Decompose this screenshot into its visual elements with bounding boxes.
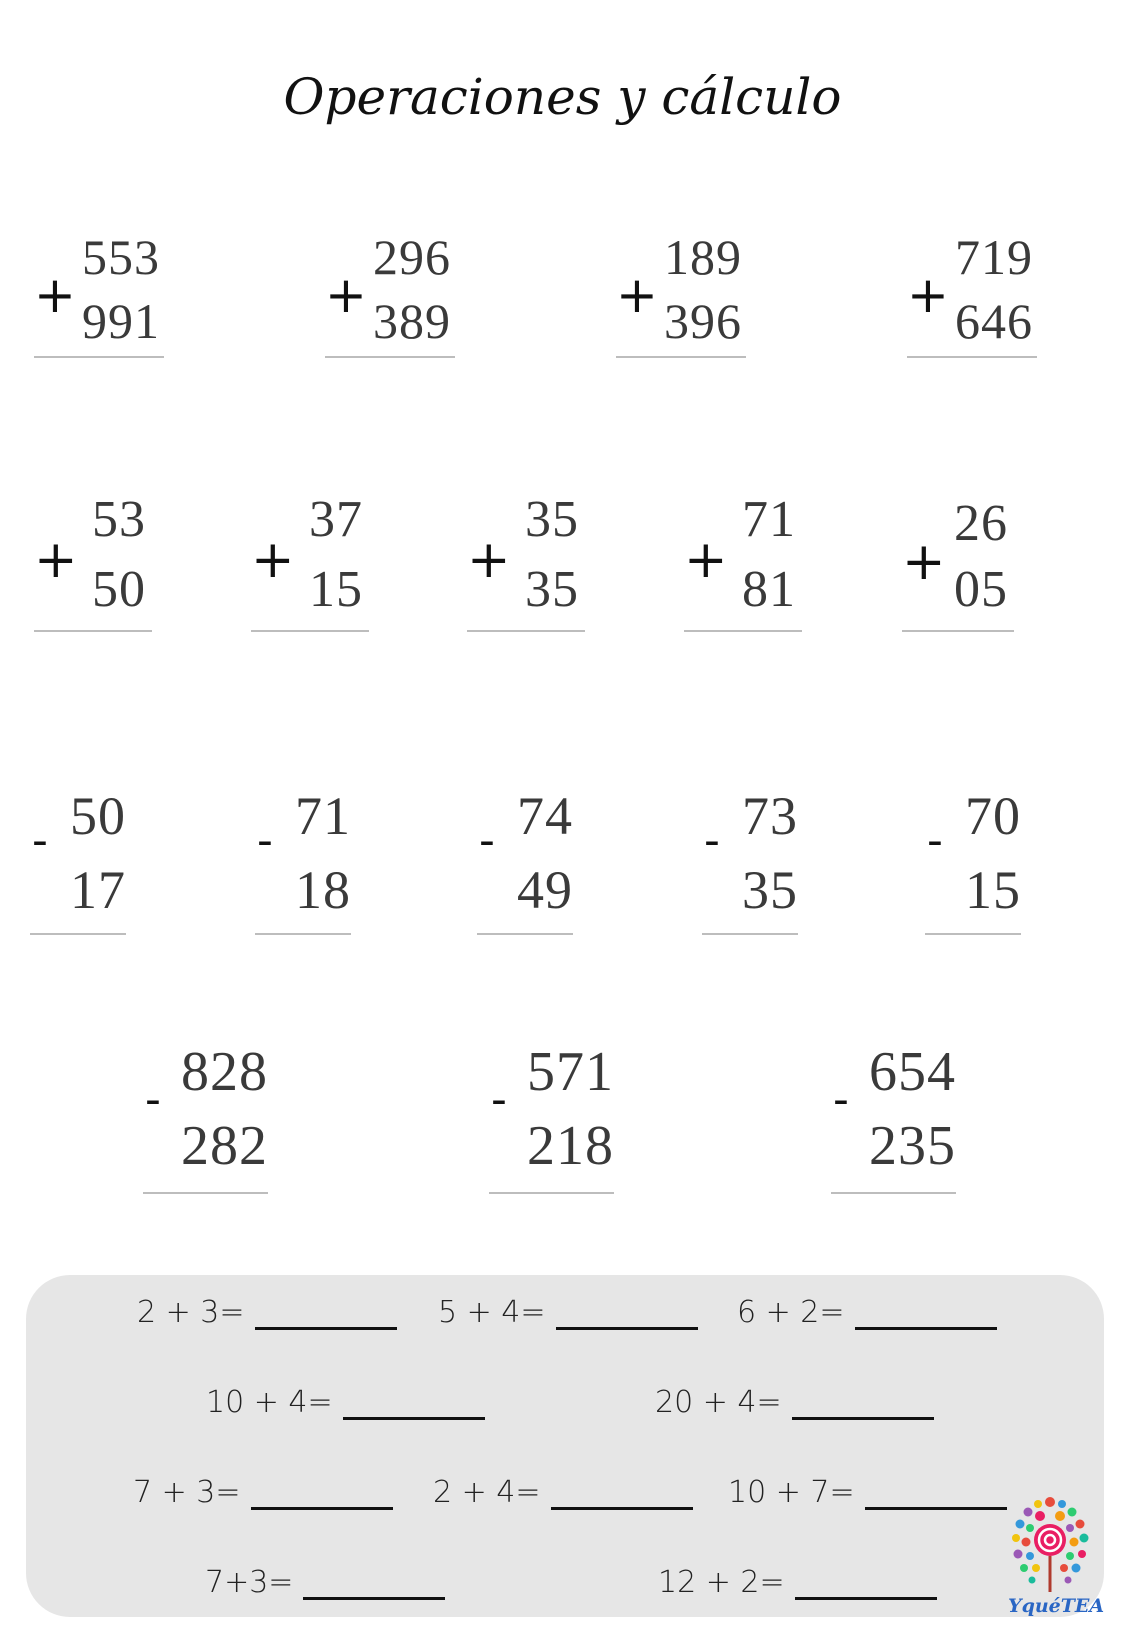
result-line: [925, 933, 1021, 935]
answer-blank[interactable]: [792, 1391, 934, 1420]
bottom-number: 396: [664, 293, 742, 349]
plus-sign: +: [34, 266, 76, 324]
equation-text: 5 + 4=: [438, 1295, 546, 1330]
equation: [206, 1385, 485, 1420]
bottom-number: 235: [869, 1115, 956, 1177]
answer-blank[interactable]: [865, 1481, 1007, 1510]
equation: [737, 1295, 997, 1330]
top-number: 571: [527, 1041, 614, 1103]
page-title: Operaciones y cálculo: [283, 68, 842, 126]
bottom-number: 15: [965, 860, 1021, 920]
minus-sign: -: [479, 815, 495, 866]
bottom-number: 35: [525, 561, 579, 618]
subtraction-problem: [143, 1040, 268, 1210]
equation-text: 10 + 7=: [728, 1475, 855, 1510]
result-line: [831, 1192, 956, 1194]
addition-problem: [34, 228, 164, 368]
addition-problem: [34, 490, 152, 640]
top-number: 26: [954, 495, 1008, 552]
answer-blank[interactable]: [255, 1301, 397, 1330]
bottom-number: 218: [527, 1115, 614, 1177]
plus-sign: +: [616, 266, 658, 324]
answer-blank[interactable]: [855, 1301, 997, 1330]
result-line: [34, 356, 164, 358]
result-line: [30, 933, 126, 935]
top-number: 71: [295, 786, 351, 846]
minus-sign: -: [704, 815, 720, 866]
minus-sign: -: [833, 1074, 849, 1125]
bottom-number: 15: [309, 561, 363, 618]
result-line: [702, 933, 798, 935]
result-line: [902, 630, 1014, 632]
equation: [438, 1295, 698, 1330]
result-line: [255, 933, 351, 935]
answer-blank[interactable]: [795, 1571, 937, 1600]
bottom-number: 17: [70, 860, 126, 920]
equation: [658, 1565, 937, 1600]
bottom-number: 35: [742, 860, 798, 920]
addition-problem: [616, 228, 746, 368]
subtraction-problem: [925, 785, 1021, 945]
equation: [728, 1475, 1007, 1510]
equation-text: 6 + 2=: [737, 1295, 845, 1330]
subtraction-problem: [477, 785, 573, 945]
equation: [137, 1295, 397, 1330]
addition-problem: [684, 490, 802, 640]
plus-sign: +: [34, 530, 78, 590]
bottom-number: 18: [295, 860, 351, 920]
top-number: 828: [181, 1041, 268, 1103]
bottom-number: 05: [954, 561, 1008, 618]
bottom-number: 389: [373, 293, 451, 349]
subtraction-problem: [489, 1040, 614, 1210]
equation: [655, 1385, 934, 1420]
lollipop-icon: [1034, 1524, 1066, 1592]
equation: [205, 1565, 445, 1600]
equation-text: 10 + 4=: [206, 1385, 333, 1420]
answer-blank[interactable]: [551, 1481, 693, 1510]
answer-blank[interactable]: [343, 1391, 485, 1420]
top-number: 35: [525, 491, 579, 548]
top-number: 50: [70, 786, 126, 846]
equation-text: 20 + 4=: [655, 1385, 782, 1420]
subtraction-problem: [255, 785, 351, 945]
answer-blank[interactable]: [303, 1571, 445, 1600]
result-line: [251, 630, 369, 632]
minus-sign: -: [32, 815, 48, 866]
result-line: [907, 356, 1037, 358]
logo-text: YquéTEA: [1008, 1595, 1105, 1617]
result-line: [616, 356, 746, 358]
addition-problem: [325, 228, 455, 368]
result-line: [467, 630, 585, 632]
bottom-number: 49: [517, 860, 573, 920]
bottom-number: 646: [955, 293, 1033, 349]
plus-sign: +: [684, 530, 728, 590]
result-line: [489, 1192, 614, 1194]
top-number: 37: [309, 491, 363, 548]
minus-sign: -: [257, 815, 273, 866]
addition-problem: [467, 490, 585, 640]
minus-sign: -: [927, 815, 943, 866]
equation-text: 7 + 3=: [133, 1475, 241, 1510]
plus-sign: +: [902, 532, 946, 592]
equation-text: 2 + 4=: [433, 1475, 541, 1510]
addition-problem: [251, 490, 369, 640]
addition-problem: [907, 228, 1037, 368]
result-line: [325, 356, 455, 358]
equation-text: 7+3=: [205, 1565, 294, 1600]
result-line: [34, 630, 152, 632]
plus-sign: +: [467, 530, 511, 590]
plus-sign: +: [251, 530, 295, 590]
top-number: 719: [955, 229, 1033, 285]
plus-sign: +: [907, 266, 949, 324]
equation-text: 12 + 2=: [658, 1565, 785, 1600]
top-number: 71: [742, 491, 796, 548]
top-number: 74: [517, 786, 573, 846]
top-number: 553: [82, 229, 160, 285]
answer-blank[interactable]: [251, 1481, 393, 1510]
bottom-number: 50: [92, 561, 146, 618]
top-number: 53: [92, 491, 146, 548]
addition-problem: [902, 494, 1014, 644]
top-number: 189: [664, 229, 742, 285]
equation-text: 2 + 3=: [137, 1295, 245, 1330]
subtraction-problem: [831, 1040, 956, 1210]
top-number: 70: [965, 786, 1021, 846]
minus-sign: -: [491, 1074, 507, 1125]
bottom-number: 81: [742, 561, 796, 618]
result-line: [143, 1192, 268, 1194]
bottom-number: 282: [181, 1115, 268, 1177]
minus-sign: -: [145, 1074, 161, 1125]
answer-blank[interactable]: [556, 1301, 698, 1330]
subtraction-problem: [702, 785, 798, 945]
top-number: 296: [373, 229, 451, 285]
result-line: [477, 933, 573, 935]
equation: [433, 1475, 693, 1510]
result-line: [684, 630, 802, 632]
bottom-number: 991: [82, 293, 160, 349]
plus-sign: +: [325, 266, 367, 324]
subtraction-problem: [30, 785, 126, 945]
top-number: 654: [869, 1041, 956, 1103]
equation: [133, 1475, 393, 1510]
top-number: 73: [742, 786, 798, 846]
